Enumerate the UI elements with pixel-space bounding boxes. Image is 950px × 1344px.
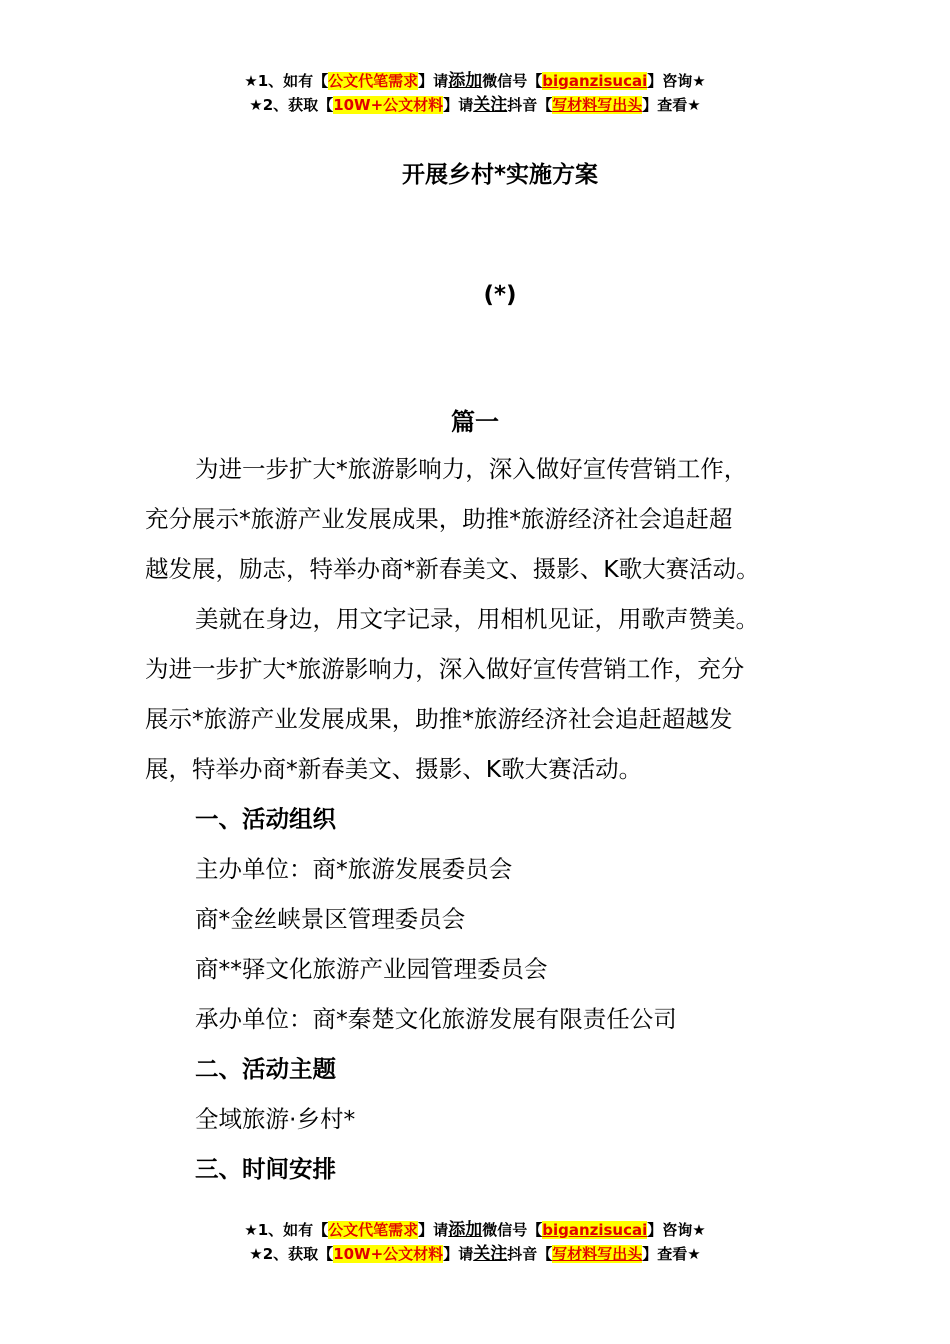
section-subheading: 一、活动组织 — [195, 805, 336, 833]
body-line: 展示*旅游产业发展成果，助推*旅游经济社会追赶超越发 — [145, 705, 733, 733]
section-heading: 篇一 — [451, 408, 499, 436]
promo-text: ★2、获取【 — [249, 1245, 334, 1263]
promo-text: 】查看★ — [642, 96, 701, 114]
douyin-id: 写材料写出头 — [552, 1245, 643, 1263]
promo-text: 】咨询★ — [647, 1221, 706, 1239]
body-line: 为进一步扩大*旅游影响力，深入做好宣传营销工作， — [195, 455, 748, 483]
document-subtitle: (*) — [483, 282, 517, 308]
promo-text: 】请 — [418, 72, 449, 90]
promo-footer-line-2 — [0, 1242, 950, 1266]
body-line: 展，特举办商*新春美文、摄影、K歌大赛活动。 — [145, 755, 643, 783]
wechat-id: biganzisucai — [542, 1221, 648, 1239]
promo-text: 微信号【 — [482, 1221, 543, 1239]
promo-text: 抖音【 — [507, 1245, 553, 1263]
promo-footer-line-1 — [0, 1218, 950, 1242]
promo-text: 微信号【 — [482, 72, 543, 90]
wechat-id: biganzisucai — [542, 72, 648, 90]
promo-underline: 添加 — [448, 1220, 483, 1240]
document-title: 开展乡村*实施方案 — [401, 162, 599, 188]
promo-underline: 关注 — [473, 1244, 508, 1264]
body-line: 主办单位：商*旅游发展委员会 — [195, 855, 513, 883]
body-line: 商**驿文化旅游产业园管理委员会 — [195, 955, 548, 983]
promo-text: ★2、获取【 — [249, 96, 334, 114]
promo-text: 】咨询★ — [647, 72, 706, 90]
promo-text: 】请 — [443, 96, 474, 114]
body-line: 全域旅游·乡村* — [195, 1105, 356, 1133]
promo-header-line-2 — [0, 93, 950, 117]
body-line: 充分展示*旅游产业发展成果，助推*旅游经济社会追赶超 — [145, 505, 733, 533]
promo-text: 】请 — [443, 1245, 474, 1263]
promo-highlight: 10W+公文材料 — [333, 96, 444, 114]
promo-text: 】查看★ — [642, 1245, 701, 1263]
promo-text: ★1、如有【 — [244, 1221, 329, 1239]
body-line: 商*金丝峡景区管理委员会 — [195, 905, 466, 933]
promo-header-line-1 — [0, 69, 950, 93]
body-line: 越发展，励志，特举办商*新春美文、摄影、K歌大赛活动。 — [145, 555, 760, 583]
promo-text: 】请 — [418, 1221, 449, 1239]
body-line: 美就在身边，用文字记录，用相机见证，用歌声赞美。 — [195, 605, 759, 633]
promo-highlight: 10W+公文材料 — [333, 1245, 444, 1263]
promo-text: ★1、如有【 — [244, 72, 329, 90]
promo-highlight: 公文代笔需求 — [328, 1221, 419, 1239]
promo-underline: 关注 — [473, 95, 508, 115]
body-line: 承办单位：商*秦楚文化旅游发展有限责任公司 — [195, 1005, 677, 1033]
promo-underline: 添加 — [448, 71, 483, 91]
section-subheading: 三、时间安排 — [195, 1155, 336, 1183]
section-subheading: 二、活动主题 — [195, 1055, 336, 1083]
promo-text: 抖音【 — [507, 96, 553, 114]
promo-highlight: 公文代笔需求 — [328, 72, 419, 90]
body-line: 为进一步扩大*旅游影响力，深入做好宣传营销工作，充分 — [145, 655, 745, 683]
douyin-id: 写材料写出头 — [552, 96, 643, 114]
